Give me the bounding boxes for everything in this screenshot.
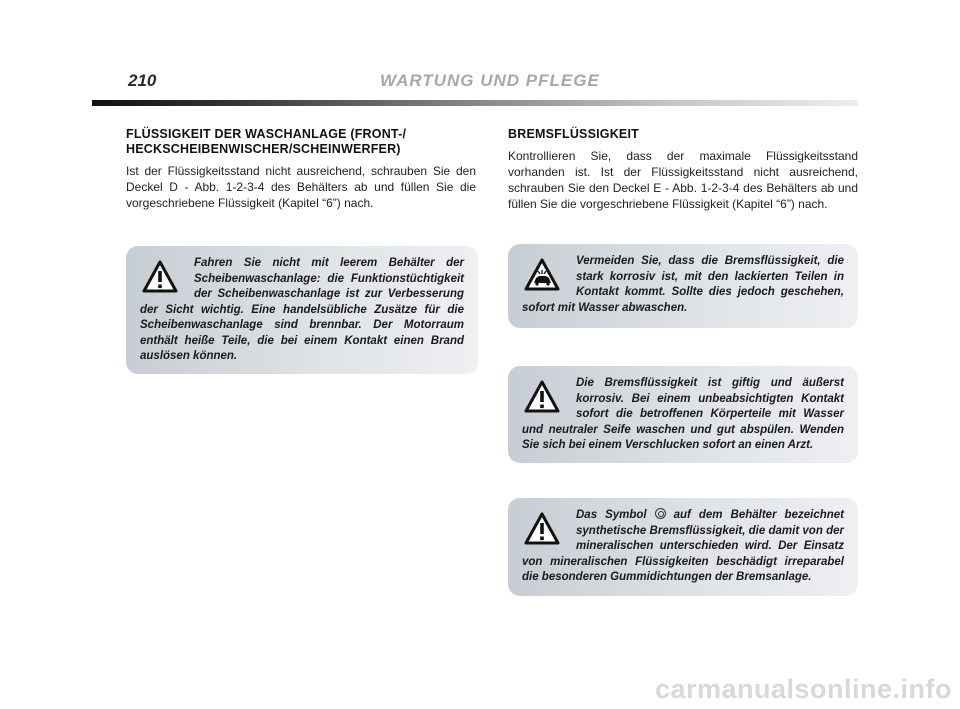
brake-fluid-heading: BREMSFLÜSSIGKEIT bbox=[508, 127, 639, 141]
synthetic-warning-box bbox=[508, 498, 858, 596]
synthetic-warning-text-start: Das Symbol bbox=[576, 509, 647, 521]
paint-warning-box bbox=[508, 244, 858, 328]
toxic-warning-box bbox=[508, 366, 858, 463]
synthetic-fluid-symbol-icon bbox=[655, 508, 666, 519]
warning-triangle-icon bbox=[524, 380, 560, 414]
watermark: carmanualsonline.info bbox=[654, 674, 952, 704]
car-paint-warning-icon bbox=[524, 258, 560, 292]
left-column bbox=[126, 127, 476, 211]
right-column bbox=[508, 127, 858, 212]
synthetic-warning-text-end: auf dem Behälter bezeichnet synthetische Bremsflüssigkeit, die damit von der mineralischen unterschieden wird. Der Einsatz von mineralischen Flüssigkeiten beschädigt irreparabel die besonderen Gummidichtungen der Bremsanlage. bbox=[522, 509, 844, 583]
warning-triangle-icon bbox=[142, 260, 178, 294]
page-number: 210 bbox=[128, 71, 157, 90]
washer-fluid-body: Ist der Flüssigkeitsstand nicht ausreichend, schrauben Sie den Deckel D - Abb. 1-2-3-4 des Behälters ab und füllen Sie die vorgeschriebene Flüssigkeit (Kapitel “6”) nach. bbox=[126, 164, 476, 210]
toxic-warning-text: Die Bremsflüssigkeit ist giftig und äußerst korrosiv. Bei einem unbeabsichtigten Kontakt sofort die betroffenen Körperteile mit Wasser und neutraler Seife waschen und gut abspülen. Wenden Sie sich bei einem Verschlucken sofort an einen Arzt. bbox=[522, 377, 844, 451]
brake-fluid-body: Kontrollieren Sie, dass der maximale Flüssigkeitsstand vorhanden ist. Ist der Flüssigkeitsstand nicht ausreichend, schrauben Sie den Deckel E - Abb. 1-2-3-4 des Behälters ab und füllen Sie die vorgeschriebene Flüssigkeit (Kapitel “6”) nach. bbox=[508, 149, 858, 211]
warning-triangle-icon bbox=[524, 512, 560, 546]
washer-fluid-heading: FLÜSSIGKEIT DER WASCHANLAGE (FRONT-/ HECKSCHEIBENWISCHER/SCHEINWERFER) bbox=[126, 127, 407, 156]
paint-warning-text: Vermeiden Sie, dass die Bremsflüssigkeit, die stark korrosiv ist, mit den lackierten Teilen in Kontakt kommt. Sollte dies jedoch geschehen, sofort mit Wasser abwaschen. bbox=[522, 255, 844, 314]
washer-warning-box bbox=[126, 246, 478, 374]
header-rule bbox=[92, 100, 858, 106]
washer-warning-text: Fahren Sie nicht mit leerem Behälter der Scheibenwaschanlage: die Funktionstüchtigkeit der Scheibenwaschanlage ist zur Verbesserung der Sicht wichtig. Eine handelsübliche Zusätze für die Scheibenwaschanlage sind brennbar. Der Motorraum enthält heiße Teile, die bei einem Kontakt einen Brand auslösen können. bbox=[140, 257, 464, 362]
section-title: WARTUNG UND PFLEGE bbox=[380, 71, 600, 90]
